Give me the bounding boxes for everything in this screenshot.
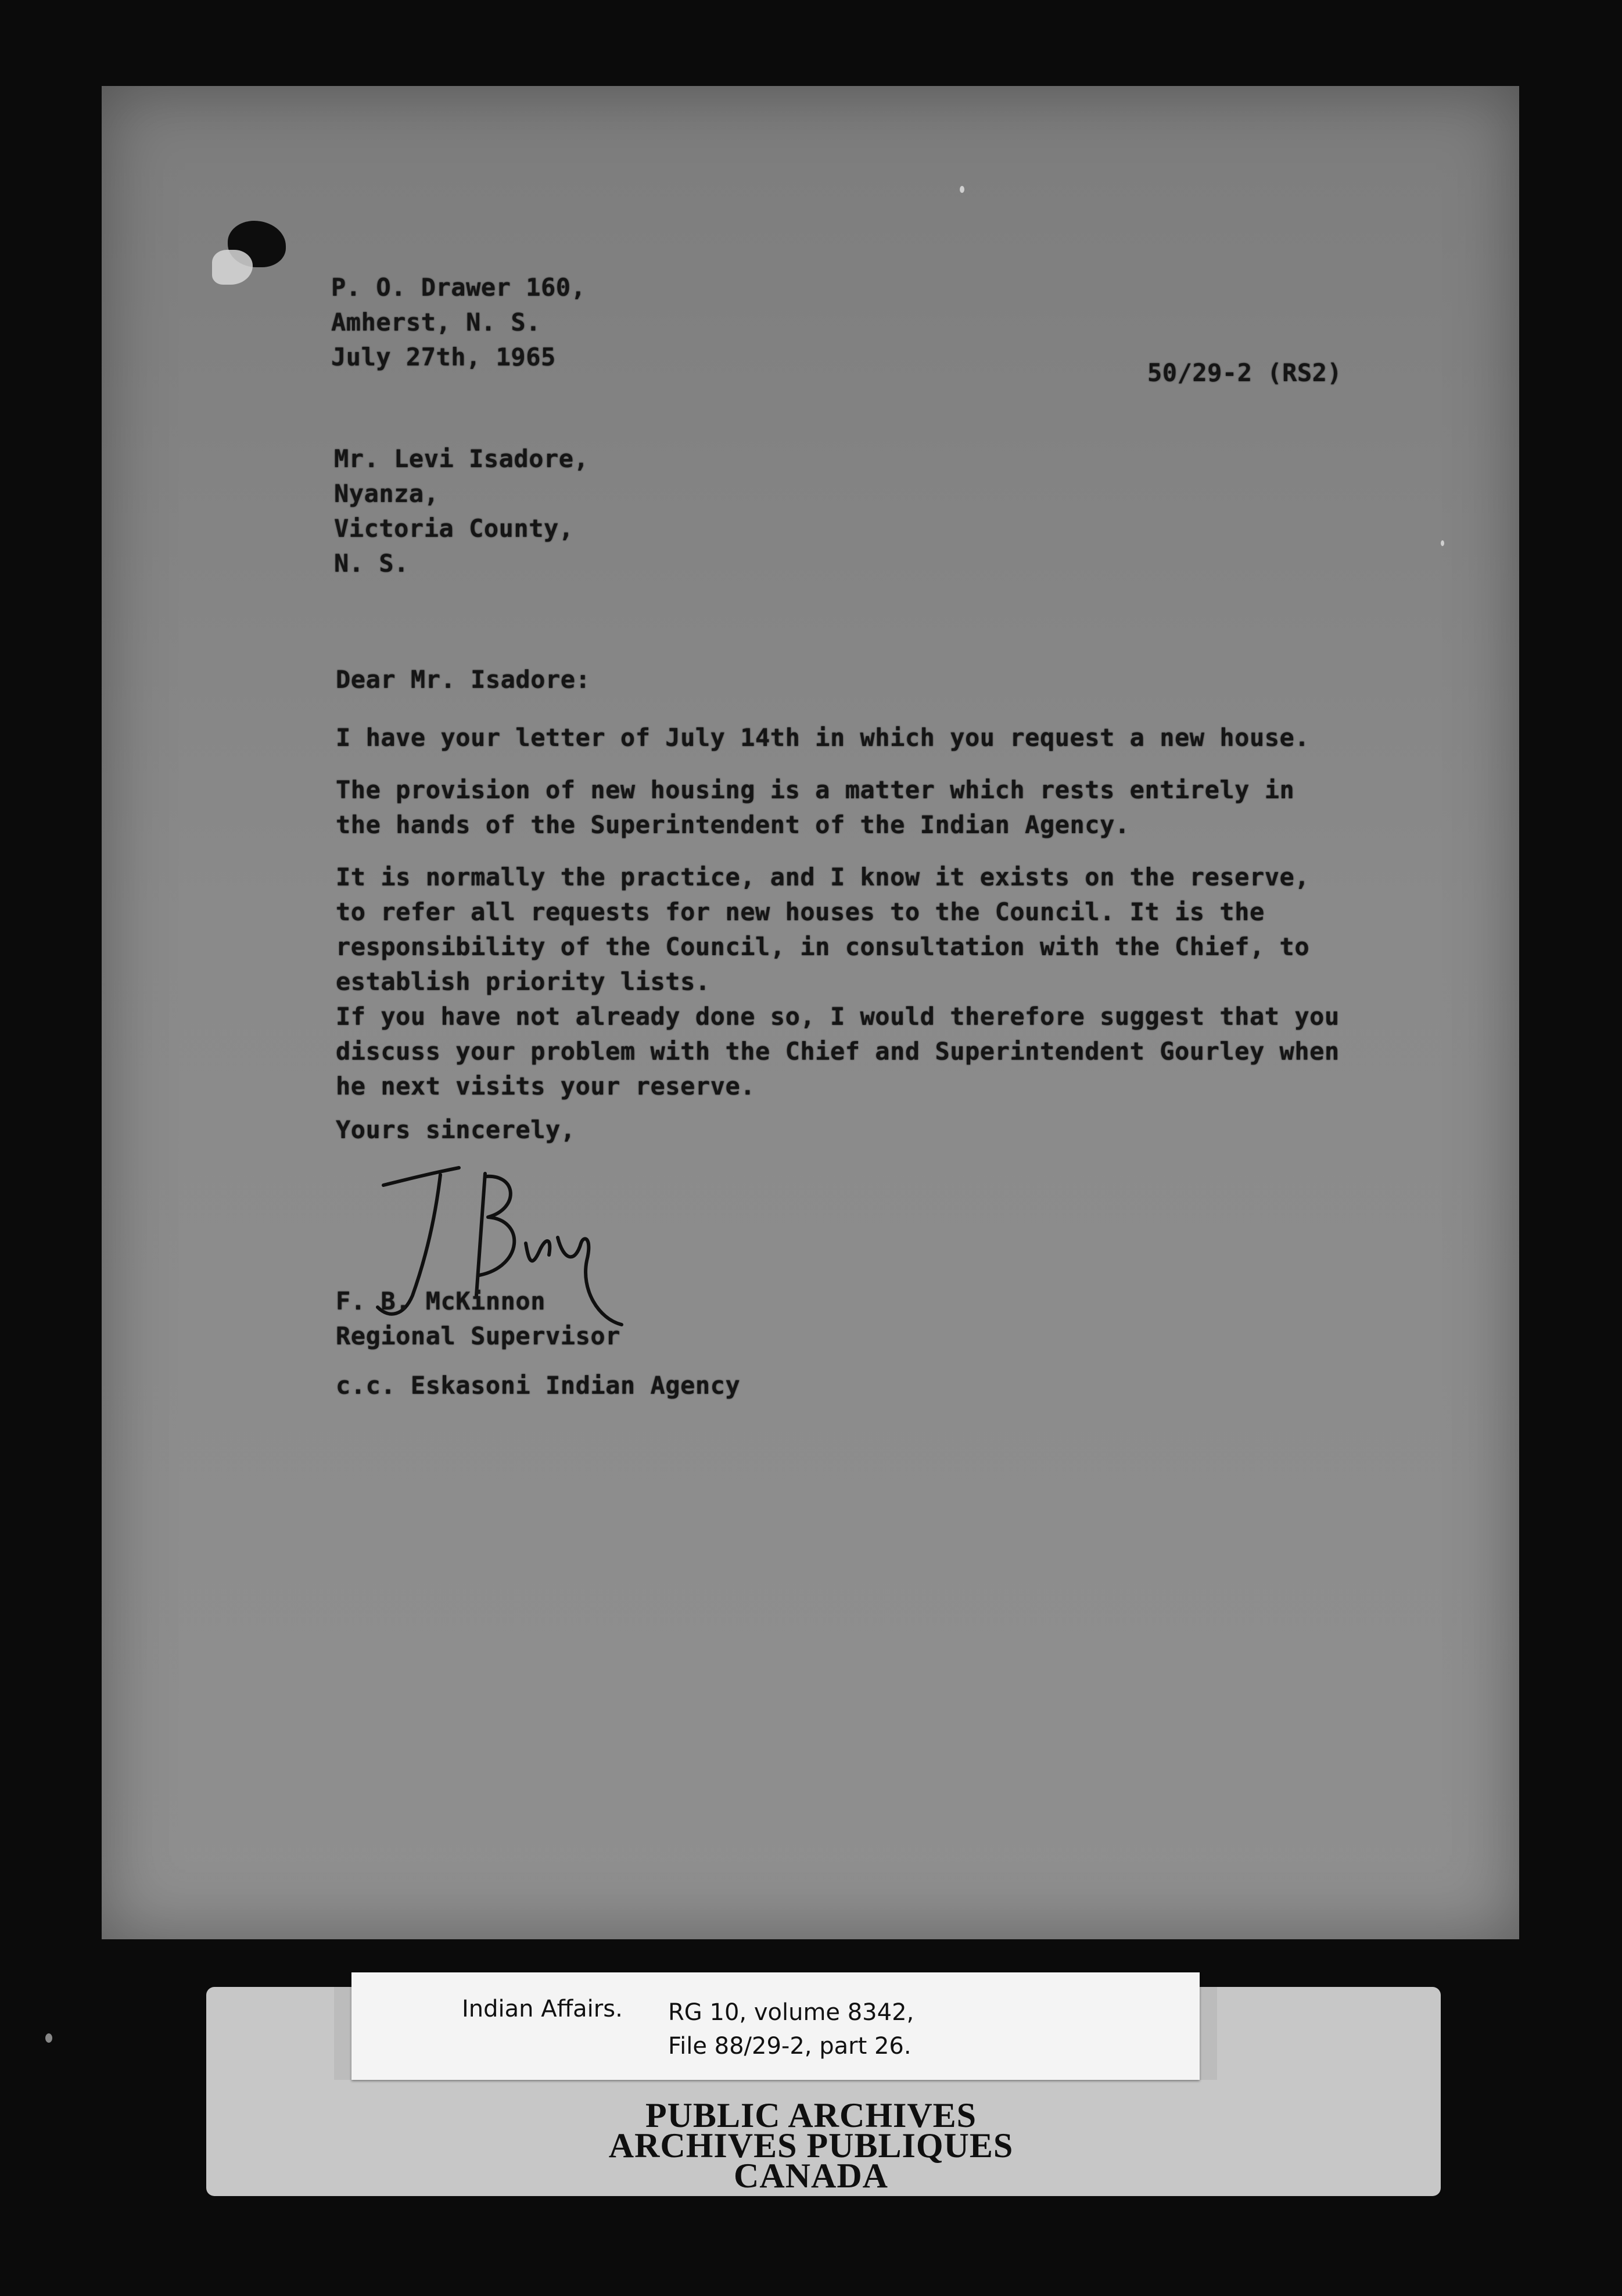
recipient-address-line: Nyanza, <box>334 479 439 508</box>
signature-block <box>336 1284 620 1354</box>
sender-address-line: Amherst, N. S. <box>331 308 541 336</box>
body-line: If you have not already done so, I would therefore suggest that you <box>336 1002 1340 1031</box>
archive-stamp-line: ARCHIVES PUBLIQUES <box>608 2126 1014 2165</box>
body-line: responsibility of the Council, in consultation with the Chief, to <box>336 932 1310 961</box>
recipient-address-line: Victoria County, <box>334 514 574 543</box>
body-paragraph <box>336 773 1294 842</box>
recipient-address <box>334 442 588 581</box>
body-paragraph <box>336 999 1340 1104</box>
archive-reference-card <box>351 1972 1200 2080</box>
body-line: he next visits your reserve. <box>336 1072 756 1100</box>
archive-stamp-line: CANADA <box>734 2157 888 2195</box>
body-paragraph <box>336 720 1309 755</box>
sender-address <box>331 270 586 375</box>
body-paragraph <box>336 860 1309 999</box>
archive-stamp-line: PUBLIC ARCHIVES <box>645 2096 977 2134</box>
signatory-title: Regional Supervisor <box>336 1322 620 1350</box>
archive-reference-line: RG 10, volume 8342, <box>668 1999 914 2026</box>
body-line: I have your letter of July 14th in which you request a new house. <box>336 723 1310 752</box>
sender-address-line: P. O. Drawer 160, <box>331 273 586 302</box>
scan-speck <box>1441 540 1444 546</box>
file-reference: 50/29-2 (RS2) <box>1147 358 1343 387</box>
recipient-address-line: Mr. Levi Isadore, <box>334 444 589 473</box>
archive-department: Indian Affairs. <box>462 1996 623 2022</box>
scan-speck <box>960 186 964 193</box>
body-line: The provision of new housing is a matter which rests entirely in <box>336 776 1295 804</box>
body-line: It is normally the practice, and I know it exists on the reserve, <box>336 863 1310 891</box>
archive-reference-line: File 88/29-2, part 26. <box>668 2033 912 2060</box>
closing: Yours sincerely, <box>336 1115 576 1144</box>
signatory-name: F. B. McKinnon <box>336 1287 546 1315</box>
carbon-copy: c.c. Eskasoni Indian Agency <box>336 1371 741 1400</box>
archive-stamp <box>0 2096 1622 2195</box>
body-line: establish priority lists. <box>336 967 710 996</box>
body-line: to refer all requests for new houses to the Council. It is the <box>336 898 1265 926</box>
letter-date: July 27th, 1965 <box>331 343 556 371</box>
salutation: Dear Mr. Isadore: <box>336 665 591 694</box>
body-line: discuss your problem with the Chief and Superintendent Gourley when <box>336 1037 1340 1066</box>
recipient-address-line: N. S. <box>334 549 409 577</box>
body-line: the hands of the Superintendent of the Indian Agency. <box>336 810 1130 839</box>
archive-reference <box>668 1996 914 2063</box>
scan-speck <box>45 2033 52 2043</box>
